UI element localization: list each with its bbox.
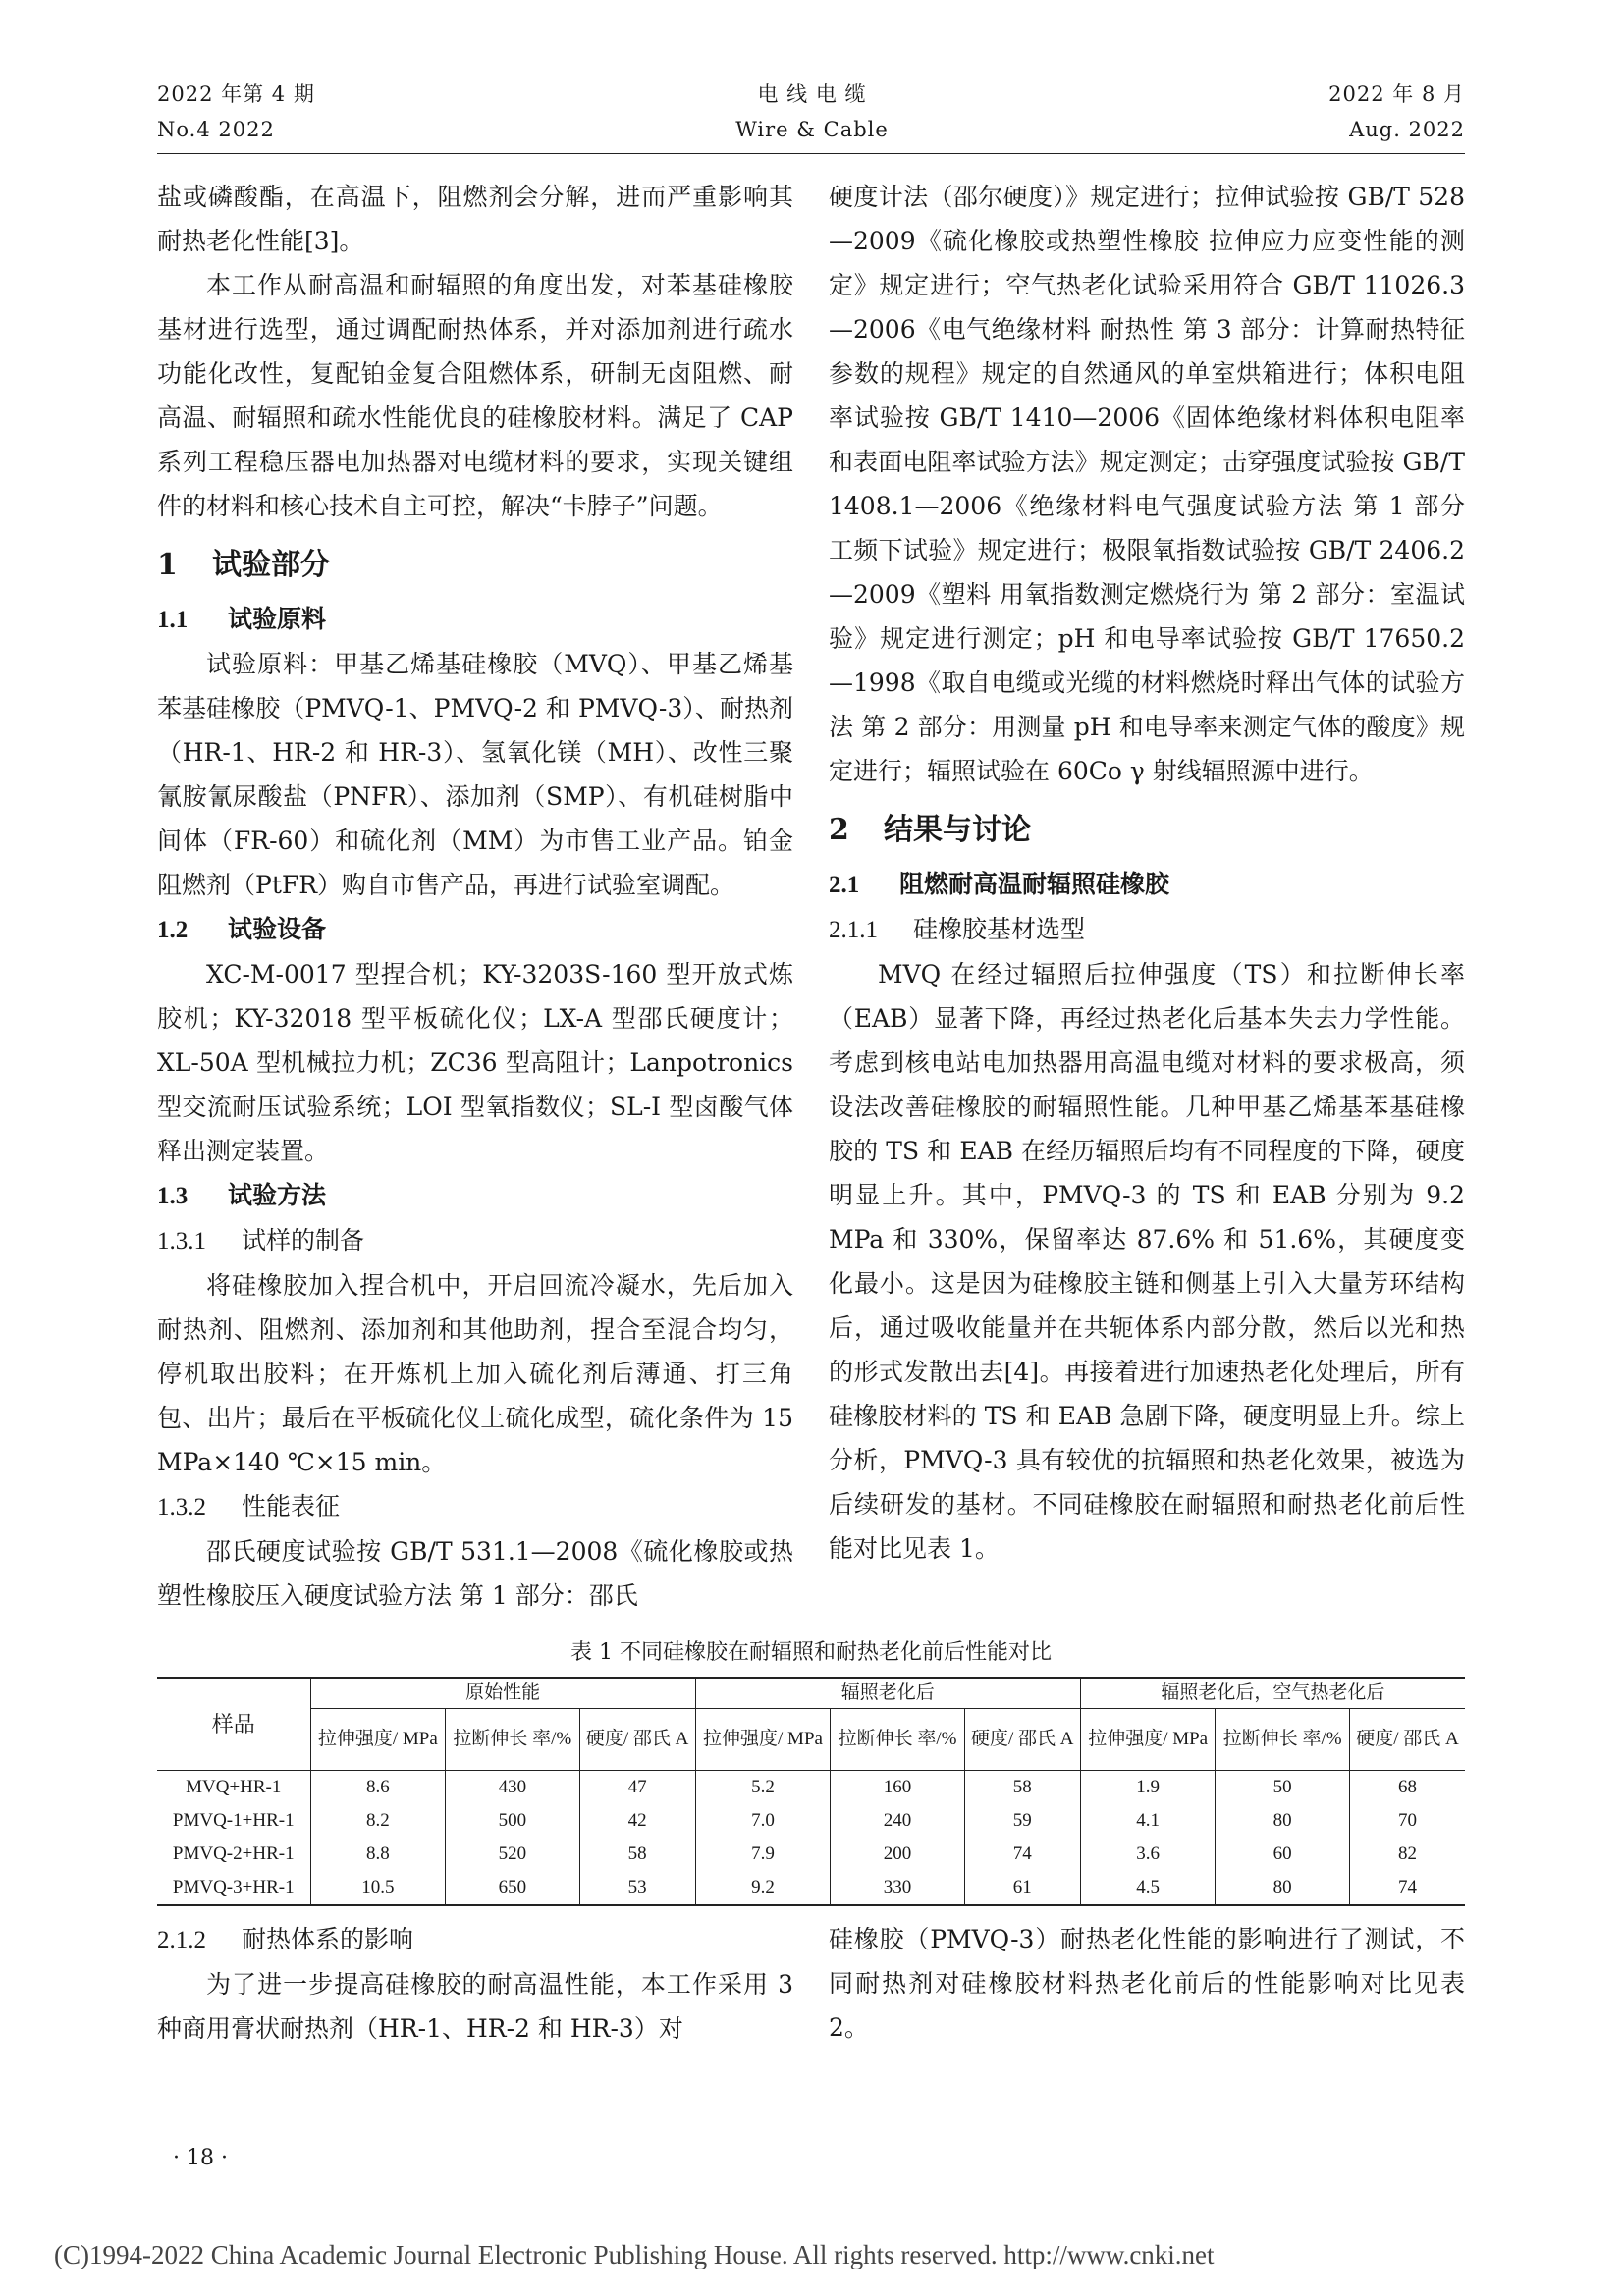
table-body <box>157 1771 1465 1906</box>
table-cell: 74 <box>964 1838 1080 1871</box>
preparation-paragraph: 将硅橡胶加入捏合机中，开启回流冷凝水，先后加入耐热剂、阻燃剂、添加剂和其他助剂，捏合至混合均匀，停机取出胶料；在开炼机上加入硫化剂后薄通、打三角包、出片；最后在平板硫化仪上硫化成型，硫化条件为 15 MPa×140 ℃×15 min。 <box>157 1271 793 1476</box>
section-number: 2.1.2 <box>157 1927 206 1953</box>
table-cell: 61 <box>964 1871 1080 1905</box>
table-cell: 5.2 <box>695 1771 831 1805</box>
table-group-header: 辐照老化后 <box>695 1678 1080 1709</box>
table-cell: 3.6 <box>1080 1838 1216 1871</box>
base-selection-paragraph: MVQ 在经过辐照后拉伸强度（TS）和拉断伸长率（EAB）显著下降，再经过热老化后基本失去力学性能。考虑到核电站电加热器用高温电缆对材料的要求极高，须设法改善硅橡胶的耐辐照性能。几种甲基乙烯基苯基硅橡胶的 TS 和 EAB 在经历辐照后均有不同程度的下降，硬度明显上升。其中，PMVQ-3 的 TS 和 EAB 分别为 9.2 MPa 和 330%，保留率达 87.6% 和 51.6%，其硬度变化最小。这是因为硅橡胶主链和侧基上引入大量芳环结构后，通过吸收能量并在共轭体系内部分散，然后以光和热的形式发散出去[4]。再接着进行加速热老化处理后，所有硅橡胶材料的 TS 和 EAB 急剧下降，硬度明显上升。综上分析，PMVQ-3 具有较优的抗辐照和热老化效果，被选为后续研发的基材。不同硅橡胶在耐辐照和耐热老化前后性能对比见表 1。 <box>829 960 1465 1563</box>
table-cell: 68 <box>1349 1771 1465 1805</box>
table-cell: 4.5 <box>1080 1871 1216 1905</box>
materials-paragraph: 试验原料：甲基乙烯基硅橡胶（MVQ）、甲基乙烯基苯基硅橡胶（PMVQ-1、PMVQ-2 和 PMVQ-3）、耐热剂（HR-1、HR-2 和 HR-3）、氢氧化镁（MH）、改性三聚氰胺氰尿酸盐（PNFR）、添加剂（SMP）、有机硅树脂中间体（FR-60）和硫化剂（MM）为市售工业产品。铂金阻燃剂（PtFR）购自市售产品，再进行试验室调配。 <box>157 650 793 899</box>
section-title: 试样的制备 <box>242 1226 365 1255</box>
section-heading-2-1-2 <box>157 1917 793 1962</box>
table-subheader: 拉断伸长 率/% <box>1216 1709 1349 1771</box>
table-cell: 47 <box>579 1771 695 1805</box>
section-heading-1 <box>157 540 793 591</box>
section-number: 1.3.1 <box>157 1228 206 1255</box>
table-cell: 70 <box>1349 1804 1465 1838</box>
table-row <box>157 1804 1465 1838</box>
table-cell: 7.9 <box>695 1838 831 1871</box>
table-cell: 430 <box>446 1771 579 1805</box>
section-heading-2-1 <box>829 862 1465 907</box>
section-heading-1-3-1 <box>157 1218 793 1263</box>
heat-system-paragraph-cont: 硅橡胶（PMVQ-3）耐热老化性能的影响进行了测试，不同耐热剂对硅橡胶材料热老化前后的性能影响对比见表 2。 <box>829 1925 1465 2042</box>
date-label-en: Aug. 2022 <box>1349 118 1465 141</box>
intro-paragraph-1: 盐或磷酸酯，在高温下，阻燃剂会分解，进而严重影响其耐热老化性能[3]。 <box>157 183 793 255</box>
section-number: 2.1.1 <box>829 917 878 943</box>
table-cell: 80 <box>1216 1871 1349 1905</box>
table-cell: 82 <box>1349 1838 1465 1871</box>
characterization-paragraph: 邵氏硬度试验按 GB/T 531.1—2008《硫化橡胶或热塑性橡胶压入硬度试验方法 第 1 部分：邵氏 <box>157 1537 793 1610</box>
table-subheader: 拉伸强度/ MPa <box>695 1709 831 1771</box>
section-number: 1.3.2 <box>157 1494 206 1521</box>
table-cell: 8.2 <box>310 1804 446 1838</box>
table-cell: 60 <box>1216 1838 1349 1871</box>
table-cell: 50 <box>1216 1771 1349 1805</box>
section-title: 结果与讨论 <box>884 813 1031 847</box>
equipment-paragraph: XC-M-0017 型捏合机；KY-3203S-160 型开放式炼胶机；KY-32018 型平板硫化仪；LX-A 型邵氏硬度计；XL-50A 型机械拉力机；ZC36 型高阻计；Lanpotronics 型交流耐压试验系统；LOI 型氧指数仪；SL-I 型卤酸气体释出测定装置。 <box>157 960 793 1165</box>
table-cell: 520 <box>446 1838 579 1871</box>
table-subheader: 拉伸强度/ MPa <box>310 1709 446 1771</box>
section-title: 性能表征 <box>242 1492 341 1521</box>
intro-paragraph-2: 本工作从耐高温和耐辐照的角度出发，对苯基硅橡胶基材进行选型，通过调配耐热体系，并对添加剂进行疏水功能化改性，复配铂金复合阻燃体系，研制无卤阻燃、耐高温、耐辐照和疏水性能优良的硅橡胶材料。满足了 CAP 系列工程稳压器电加热器对电缆材料的要求，实现关键组件的材料和核心技术自主可控，解决“卡脖子”问题。 <box>157 271 793 520</box>
table-subheader: 硬度/ 邵氏 A <box>1349 1709 1465 1771</box>
journal-title: 电 线 电 缆 <box>757 82 867 106</box>
page-number: · 18 · <box>173 2146 228 2170</box>
table-header-sample: 样品 <box>157 1678 310 1771</box>
section-heading-1-3 <box>157 1173 793 1218</box>
table-cell: 330 <box>831 1871 964 1905</box>
table-row <box>157 1838 1465 1871</box>
table-subheader: 拉断伸长 率/% <box>831 1709 964 1771</box>
table-cell: 58 <box>964 1771 1080 1805</box>
section-title: 试验设备 <box>228 915 327 943</box>
table-cell-sample: PMVQ-3+HR-1 <box>157 1871 310 1905</box>
table-subheader: 硬度/ 邵氏 A <box>579 1709 695 1771</box>
section-title: 试验原料 <box>228 605 327 633</box>
section-number: 1.2 <box>157 917 189 943</box>
properties-table <box>157 1677 1465 1906</box>
section-title: 阻燃耐高温耐辐照硅橡胶 <box>899 870 1170 898</box>
table-cell: 59 <box>964 1804 1080 1838</box>
table-cell: 8.6 <box>310 1771 446 1805</box>
section-number: 2.1 <box>829 872 860 898</box>
table-cell: 650 <box>446 1871 579 1905</box>
table-subheader: 拉断伸长 率/% <box>446 1709 579 1771</box>
section-number: 1 <box>157 548 178 582</box>
table-cell: 200 <box>831 1838 964 1871</box>
section-heading-1-2 <box>157 907 793 952</box>
journal-title-en: Wire & Cable <box>735 118 889 141</box>
table-cell-sample: PMVQ-2+HR-1 <box>172 1843 295 1864</box>
table-cell: 53 <box>579 1871 695 1905</box>
table-row <box>157 1771 1465 1805</box>
section-title: 耐热体系的影响 <box>242 1925 414 1953</box>
table-group-header: 原始性能 <box>310 1678 695 1709</box>
table-caption: 表 1 不同硅橡胶在耐辐照和耐热老化前后性能对比 <box>570 1640 1052 1665</box>
table-cell: 1.9 <box>1080 1771 1216 1805</box>
section-title: 试验方法 <box>228 1181 327 1209</box>
table-cell-sample: MVQ+HR-1 <box>186 1777 282 1797</box>
section-title: 硅橡胶基材选型 <box>913 915 1086 943</box>
issue-label: 2022 年第 4 期 <box>157 82 315 106</box>
section-number: 2 <box>829 813 849 847</box>
section-number: 1.3 <box>157 1183 189 1209</box>
table-cell: 42 <box>579 1804 695 1838</box>
characterization-paragraph-cont: 硬度计法（邵尔硬度）》规定进行；拉伸试验按 GB/T 528—2009《硫化橡胶或热塑性橡胶 拉伸应力应变性能的测定》规定进行；空气热老化试验采用符合 GB/T 11026.3—2006《电气绝缘材料 耐热性 第 3 部分：计算耐热特征参数的规程》规定的自然通风的单室烘箱进行；体积电阻率试验按 GB/T 1410—2006《固体绝缘材料体积电阻率和表面电阻率试验方法》规定测定；击穿强度试验按 GB/T 1408.1—2006《绝缘材料电气强度试验方法 第 1 部分 工频下试验》规定进行；极限氧指数试验按 GB/T 2406.2—2009《塑料 用氧指数测定燃烧行为 第 2 部分：室温试验》规定进行测定；pH 和电导率试验按 GB/T 17650.2—1998《取自电缆或光缆的材料燃烧时释出气体的试验方法 第 2 部分：用测量 pH 和电导率来测定气体的酸度》规定进行；辐照试验在 60Co γ 射线辐照源中进行。 <box>829 183 1465 785</box>
table-cell: 240 <box>831 1804 964 1838</box>
table-cell: 80 <box>1216 1804 1349 1838</box>
table-cell: 9.2 <box>695 1871 831 1905</box>
section-heading-1-1 <box>157 597 793 642</box>
table-cell: 8.8 <box>310 1838 446 1871</box>
section-heading-1-3-2 <box>157 1484 793 1529</box>
heat-system-paragraph: 为了进一步提高硅橡胶的耐高温性能，本工作采用 3 种商用膏状耐热剂（HR-1、HR-2 和 HR-3）对 <box>157 1970 793 2043</box>
section-heading-2-1-1 <box>829 907 1465 952</box>
table-row <box>157 1871 1465 1905</box>
table-cell: 160 <box>831 1771 964 1805</box>
bottom-left-column <box>157 1917 793 2051</box>
table-cell: 500 <box>446 1804 579 1838</box>
section-number: 1.1 <box>157 607 189 633</box>
copyright-footer: (C)1994-2022 China Academic Journal Electronic Publishing House. All rights reserved. http://www.cnki.net <box>54 2240 1215 2269</box>
table-cell: 58 <box>579 1838 695 1871</box>
date-label: 2022 年 8 月 <box>1328 82 1465 106</box>
table-subheader: 硬度/ 邵氏 A <box>964 1709 1080 1771</box>
table-group-header: 辐照老化后，空气热老化后 <box>1080 1678 1465 1709</box>
section-heading-2 <box>829 805 1465 856</box>
left-column <box>157 175 793 1618</box>
section-title: 试验部分 <box>212 548 330 582</box>
table-subheader: 拉伸强度/ MPa <box>1080 1709 1216 1771</box>
header-rule <box>157 153 1465 154</box>
table-cell: 74 <box>1349 1871 1465 1905</box>
issue-label-en: No.4 2022 <box>157 118 275 141</box>
table-cell-sample: PMVQ-1+HR-1 <box>172 1810 295 1831</box>
bottom-right-column <box>829 1917 1465 2050</box>
right-column <box>829 175 1465 1571</box>
table-cell: 10.5 <box>310 1871 446 1905</box>
table-cell: 4.1 <box>1080 1804 1216 1838</box>
table-cell: 7.0 <box>695 1804 831 1838</box>
